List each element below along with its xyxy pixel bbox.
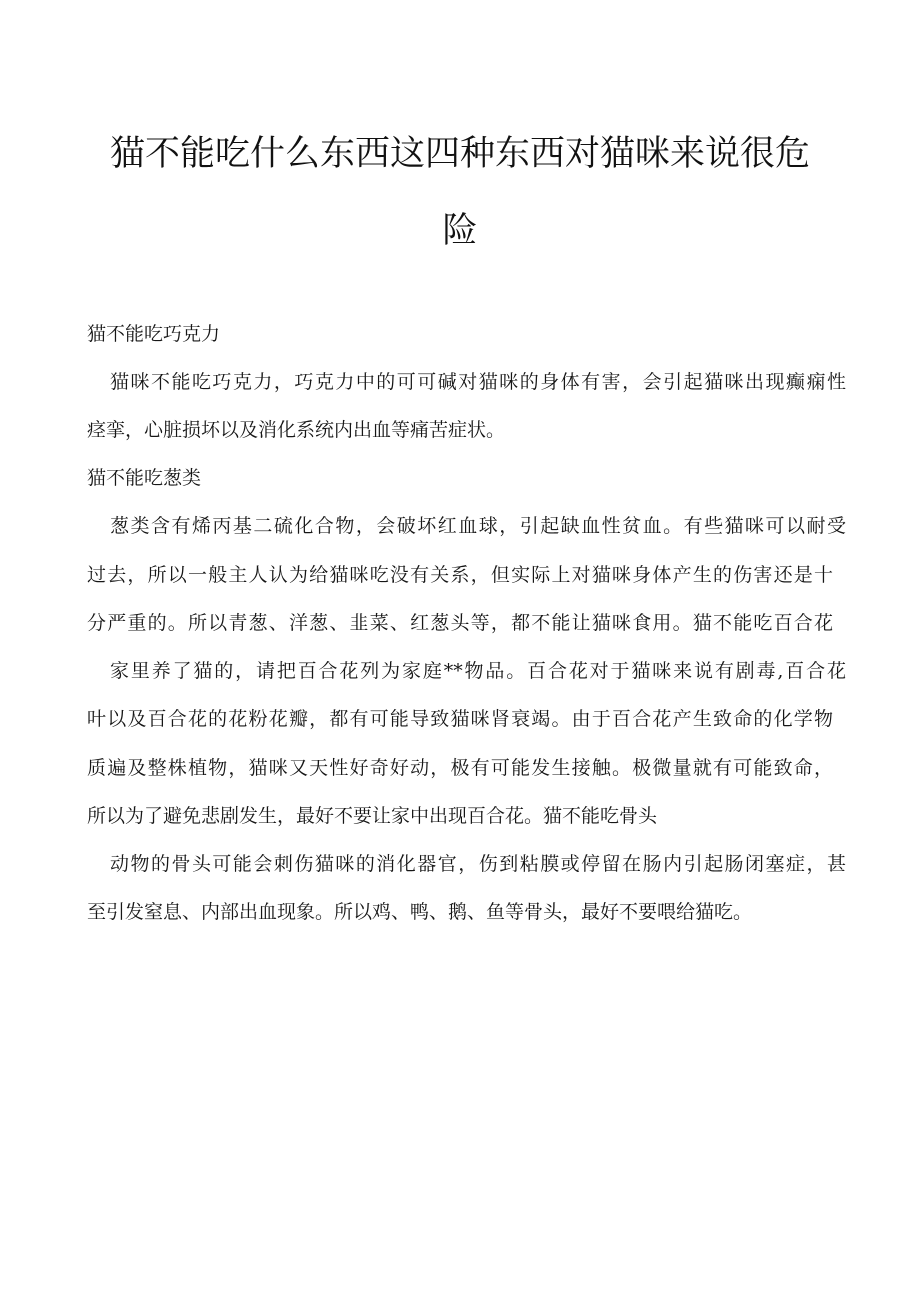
paragraph-line: 动物的骨头可能会刺伤猫咪的消化器官，伤到粘膜或停留在肠内引起肠闭塞症，甚 [110, 853, 846, 875]
document-title-line-2: 险 [442, 211, 478, 251]
document-title-line-1: 猫不能吃什么东西这四种东西对猫咪来说很危 [109, 134, 810, 174]
section-heading-chocolate: 猫不能吃巧克力 [87, 323, 221, 345]
paragraph-line: 家里养了猫的，请把百合花列为家庭**物品。百合花对于猫咪来说有剧毒,百合花 [110, 660, 846, 682]
paragraph-line: 至引发窒息、内部出血现象。所以鸡、鸭、鹅、鱼等骨头，最好不要喂给猫吃。 [87, 901, 753, 923]
paragraph-line: 痉挛，心脏损坏以及消化系统内出血等痛苦症状。 [87, 419, 506, 441]
paragraph-line: 所以为了避免悲剧发生，最好不要让家中出现百合花。猫不能吃骨头 [87, 805, 658, 827]
paragraph-line: 叶以及百合花的花粉花瓣，都有可能导致猫咪肾衰竭。由于百合花产生致命的化学物 [87, 708, 833, 730]
paragraph-line: 质遍及整株植物，猫咪又天性好奇好动，极有可能发生接触。极微量就有可能致命， [87, 757, 833, 779]
paragraph-line: 分严重的。所以青葱、洋葱、韭菜、红葱头等，都不能让猫咪食用。猫不能吃百合花 [87, 612, 833, 634]
paragraph-line: 葱类含有烯丙基二硫化合物，会破坏红血球，引起缺血性贫血。有些猫咪可以耐受 [110, 515, 846, 537]
section-heading-onion: 猫不能吃葱类 [87, 467, 202, 489]
paragraph-line: 过去，所以一般主人认为给猫咪吃没有关系，但实际上对猫咪身体产生的伤害还是十 [87, 564, 833, 586]
paragraph-line: 猫咪不能吃巧克力，巧克力中的可可碱对猫咪的身体有害，会引起猫咪出现癫痫性 [110, 371, 846, 393]
